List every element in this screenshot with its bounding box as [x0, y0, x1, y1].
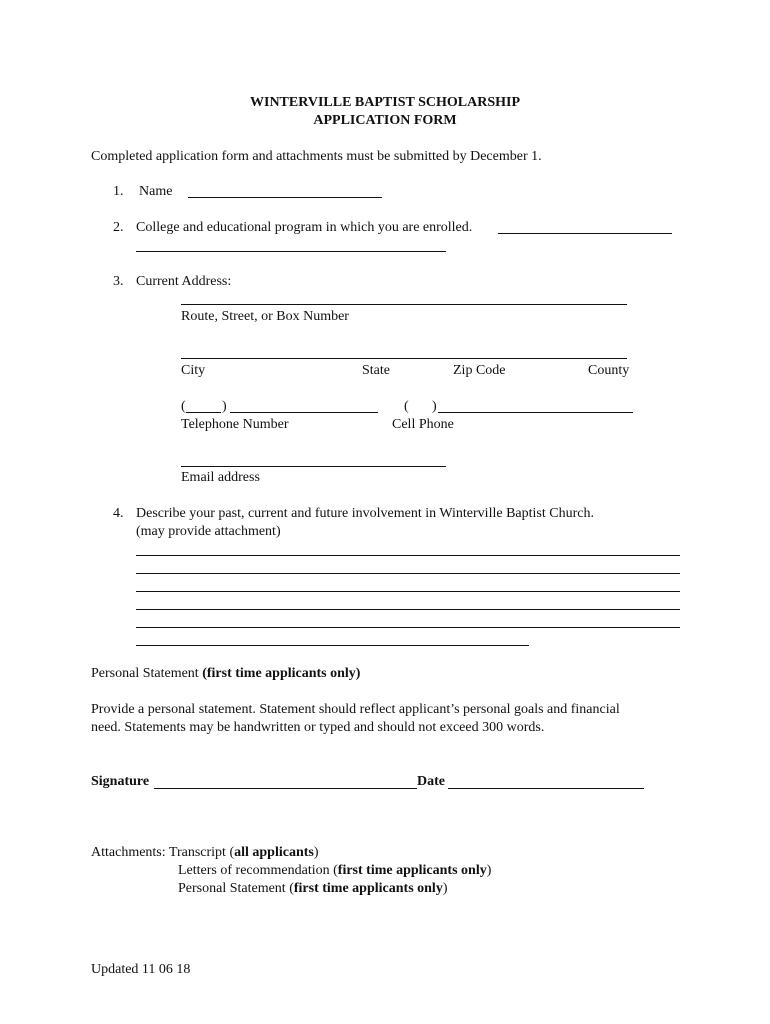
signature-field[interactable] [154, 788, 417, 789]
cell-phone-label: Cell Phone [392, 417, 454, 432]
date-label: Date [417, 774, 445, 789]
attachments-line-3 [178, 880, 448, 897]
involvement-line[interactable] [136, 627, 680, 628]
telephone-area-code-field[interactable] [186, 412, 221, 413]
state-label: State [362, 363, 390, 378]
attachment-personal-statement: Personal Statement ( [178, 881, 294, 896]
email-label: Email address [181, 470, 260, 485]
personal-statement-heading-text: Personal Statement [91, 666, 203, 681]
attachment-personal-statement-close: ) [442, 881, 448, 896]
telephone-number-label: Telephone Number [181, 417, 289, 432]
route-street-label: Route, Street, or Box Number [181, 309, 349, 324]
signature-label: Signature [91, 774, 150, 789]
cell-area-code-open-paren: ( [404, 399, 409, 414]
attachment-letters-close: ) [486, 863, 492, 878]
question-4-number: 4. [113, 506, 124, 521]
question-3-number: 3. [113, 274, 124, 289]
involvement-line[interactable] [136, 573, 680, 574]
involvement-line[interactable] [136, 591, 680, 592]
college-label: College and educational program in which you are enrolled. [136, 220, 473, 235]
attachments-line-2 [178, 862, 491, 879]
submission-instructions: Completed application form and attachments must be submitted by December 1. [91, 149, 542, 164]
attachment-personal-statement-qualifier: first time applicants only [293, 881, 443, 896]
attachment-transcript-close: ) [313, 845, 319, 860]
involvement-note: (may provide attachment) [136, 524, 281, 539]
telephone-area-code-open-paren: ( [181, 399, 186, 414]
personal-statement-heading [91, 665, 360, 682]
route-street-field[interactable] [181, 304, 627, 305]
personal-statement-heading-qualifier: (first time applicants only) [202, 666, 361, 681]
county-label: County [588, 363, 630, 378]
personal-statement-instructions-line2: need. Statements may be handwritten or typed and should not exceed 300 words. [91, 720, 545, 735]
attachments-prefix: Attachments: [91, 845, 169, 860]
form-title-line1: WINTERVILLE BAPTIST SCHOLARSHIP [250, 95, 520, 110]
attachments-line-1 [91, 844, 319, 861]
updated-date-footer: Updated 11 06 18 [91, 962, 191, 977]
telephone-area-code-close-paren: ) [222, 399, 227, 414]
attachment-transcript: Transcript ( [168, 845, 235, 860]
city-state-zip-county-field[interactable] [181, 358, 627, 359]
involvement-line[interactable] [136, 609, 680, 610]
attachment-transcript-qualifier: all applicants [234, 845, 314, 860]
name-field[interactable] [188, 197, 382, 198]
cell-phone-field[interactable] [438, 412, 633, 413]
involvement-label: Describe your past, current and future involvement in Winterville Baptist Church. [136, 506, 594, 521]
date-field[interactable] [448, 788, 644, 789]
zip-code-label: Zip Code [453, 363, 506, 378]
personal-statement-instructions-line1: Provide a personal statement. Statement should reflect applicant’s personal goals and financial [91, 702, 620, 717]
attachment-letters: Letters of recommendation ( [178, 863, 338, 878]
city-label: City [181, 363, 206, 378]
involvement-line[interactable] [136, 645, 529, 646]
email-field[interactable] [181, 466, 446, 467]
current-address-label: Current Address: [136, 274, 232, 289]
name-label: Name [139, 184, 173, 199]
form-title-line2: APPLICATION FORM [313, 113, 457, 128]
college-field[interactable] [498, 233, 672, 234]
question-1-number: 1. [113, 184, 124, 199]
involvement-line[interactable] [136, 555, 680, 556]
telephone-number-field[interactable] [230, 412, 378, 413]
question-2-number: 2. [113, 220, 124, 235]
cell-area-code-close-paren: ) [432, 399, 437, 414]
attachment-letters-qualifier: first time applicants only [337, 863, 487, 878]
college-field-line-2[interactable] [136, 251, 446, 252]
